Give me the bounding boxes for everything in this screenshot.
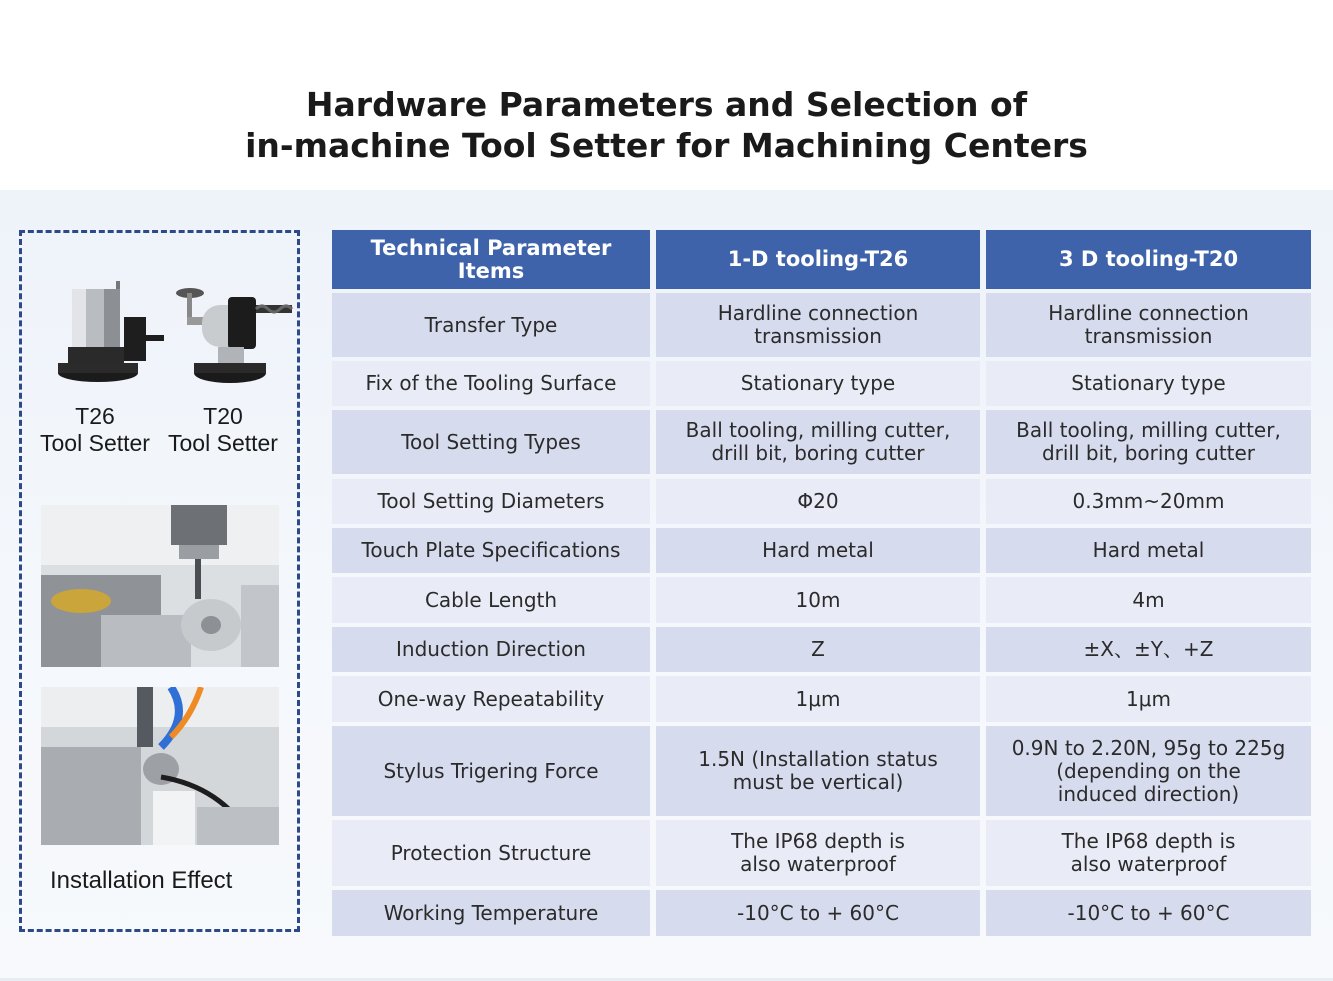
t26-value-cell: Z	[656, 627, 980, 672]
table-row	[332, 577, 1312, 623]
header-t26: 1-D tooling-T26	[656, 230, 980, 289]
table-row	[332, 820, 1312, 886]
t26-value-cell: Hard metal	[656, 528, 980, 573]
parameter-item-cell: Tool Setting Diameters	[332, 479, 650, 524]
table-row	[332, 479, 1312, 524]
t20-value-cell: Stationary type	[986, 361, 1311, 406]
table-row	[332, 627, 1312, 672]
t26-value-cell: Ball tooling, milling cutter, drill bit, boring cutter	[656, 410, 980, 474]
table-header-row	[332, 230, 1312, 289]
parameter-item-cell: Protection Structure	[332, 820, 650, 886]
t20-label	[158, 403, 288, 457]
t20-value-cell: 4m	[986, 577, 1311, 623]
table-row	[332, 890, 1312, 936]
parameter-item-cell: Induction Direction	[332, 627, 650, 672]
parameter-item-cell: Tool Setting Types	[332, 410, 650, 474]
product-panel	[19, 230, 300, 932]
t26-value-cell: 1μm	[656, 676, 980, 722]
t20-value-cell: The IP68 depth is also waterproof	[986, 820, 1311, 886]
t26-tool-setter-image	[54, 277, 174, 417]
t26-value-cell: Hardline connection transmission	[656, 293, 980, 357]
table-row	[332, 361, 1312, 406]
table-row	[332, 676, 1312, 722]
parameter-item-cell: Cable Length	[332, 577, 650, 623]
parameter-item-cell: Fix of the Tooling Surface	[332, 361, 650, 406]
table-row	[332, 726, 1312, 816]
t26-value-cell: 10m	[656, 577, 980, 623]
t26-label	[30, 403, 160, 457]
t20-name: Tool Setter	[168, 430, 278, 456]
table-row	[332, 410, 1312, 474]
parameter-item-cell: Stylus Trigering Force	[332, 726, 650, 816]
t20-model: T20	[203, 403, 243, 429]
parameter-item-cell: Touch Plate Specifications	[332, 528, 650, 573]
t26-value-cell: The IP68 depth is also waterproof	[656, 820, 980, 886]
t20-value-cell: 0.9N to 2.20N, 95g to 225g (depending on the induced direction)	[986, 726, 1311, 816]
t20-value-cell: 1μm	[986, 676, 1311, 722]
machining-photo	[41, 505, 279, 667]
installation-photo	[41, 687, 279, 845]
t20-value-cell: ±X、±Y、+Z	[986, 627, 1311, 672]
header-t20: 3 D tooling-T20	[986, 230, 1311, 289]
t20-value-cell: Hardline connection transmission	[986, 293, 1311, 357]
t26-value-cell: Stationary type	[656, 361, 980, 406]
title-line-2: in-machine Tool Setter for Machining Centers	[245, 126, 1088, 165]
t20-value-cell: Ball tooling, milling cutter, drill bit, boring cutter	[986, 410, 1311, 474]
t20-value-cell: Hard metal	[986, 528, 1311, 573]
t20-tool-setter-image	[172, 277, 292, 417]
parameter-item-cell: One-way Repeatability	[332, 676, 650, 722]
t26-model: T26	[75, 403, 115, 429]
t26-value-cell: Φ20	[656, 479, 980, 524]
page-title	[0, 84, 1333, 166]
parameter-item-cell: Working Temperature	[332, 890, 650, 936]
title-line-1: Hardware Parameters and Selection of	[305, 85, 1028, 124]
table-row	[332, 293, 1312, 357]
parameter-item-cell: Transfer Type	[332, 293, 650, 357]
t26-value-cell: -10°C to + 60°C	[656, 890, 980, 936]
t26-value-cell: 1.5N (Installation status must be vertical)	[656, 726, 980, 816]
installation-effect-label: Installation Effect	[50, 867, 233, 894]
t20-value-cell: -10°C to + 60°C	[986, 890, 1311, 936]
table-row	[332, 528, 1312, 573]
t20-value-cell: 0.3mm~20mm	[986, 479, 1311, 524]
t26-name: Tool Setter	[40, 430, 150, 456]
header-parameter-items: Technical Parameter Items	[332, 230, 650, 289]
